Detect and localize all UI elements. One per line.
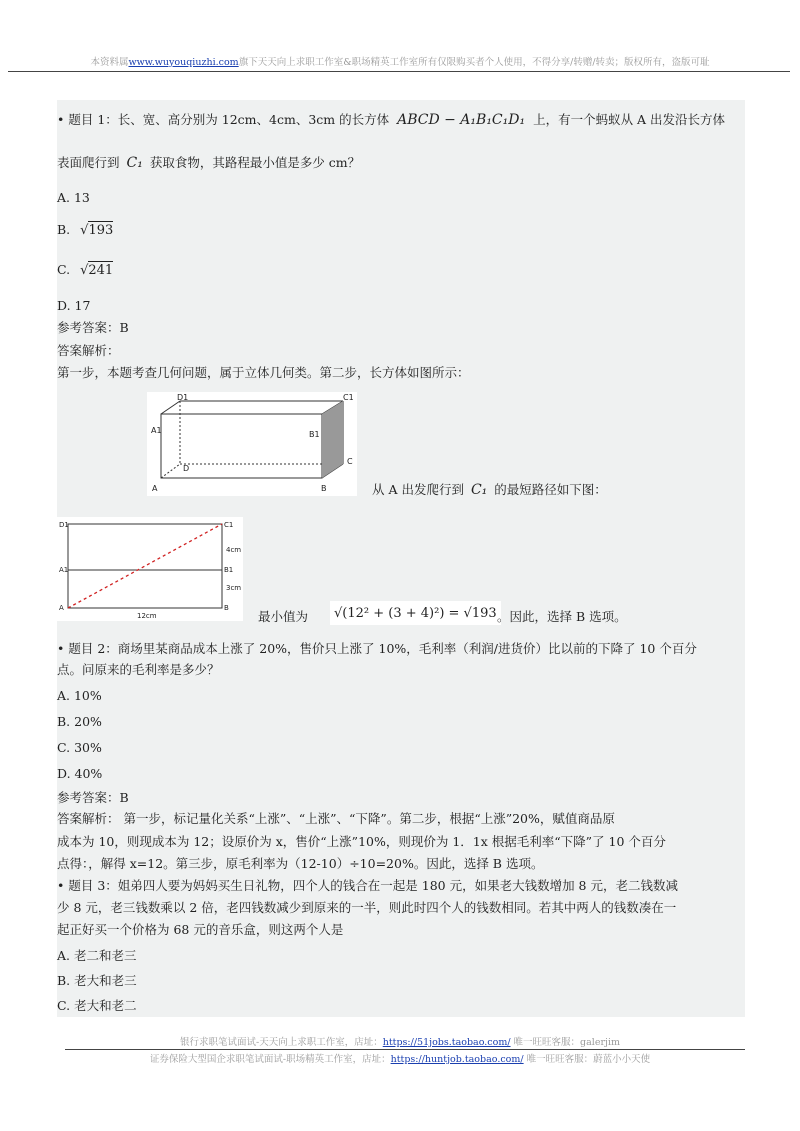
label-b: B (321, 484, 327, 493)
q1-option-a: A. 13 (57, 190, 90, 205)
footer-rule (65, 1049, 745, 1050)
label-c1: C1 (343, 393, 354, 402)
label-a1: A1 (151, 426, 162, 435)
label-c: C (347, 457, 353, 466)
svg-text:A1: A1 (59, 566, 69, 574)
label-a: A (152, 484, 158, 493)
svg-text:3cm: 3cm (226, 584, 242, 592)
label-d1: D1 (177, 393, 189, 402)
q1-min-formula: √(12² + (3 + 4)²) = √193 (330, 601, 501, 625)
svg-text:B: B (224, 604, 229, 612)
page-header (0, 54, 800, 68)
q1-stem-line-1: • 题目 1：长、宽、高分别为 12cm、4cm、3cm 的长方体 ABCD − A₁B₁C₁D₁ 上，有一个蚂蚁从 A 出发沿长方体 (57, 112, 726, 128)
q1-min-tail: 。因此，选择 B 选项。 (497, 609, 627, 624)
q1-answer: 参考答案：B (57, 320, 129, 335)
header-link[interactable]: www.wuyouqiuzhi.com (128, 57, 239, 68)
q2-stem-line-1: • 题目 2：商场里某商品成本上涨了 20%，售价只上涨了 10%，毛利率（利润/进货价）比以前的下降了 10 个百分 (57, 641, 697, 656)
q2-option-a: A. 10% (57, 688, 102, 703)
q1-formula: ABCD − A₁B₁C₁D₁ (397, 112, 526, 128)
footer-line-1: 银行求职笔试面试-天天向上求职工作室，店址：https://51jobs.taobao.com/ 唯一旺旺客服：galerjim (180, 1037, 620, 1048)
footer-link-1[interactable]: https://51jobs.taobao.com/ (382, 1037, 511, 1048)
svg-text:C1: C1 (224, 521, 234, 529)
label-b1: B1 (309, 430, 320, 439)
header-suffix: 旗下天天向上求职工作室&职场精英工作室所有仅限购买者个人使用，不得分享/转赠/转卖；版权所有，盗版可耻 (238, 57, 710, 68)
q3-stem-line-2: 少 8 元，老三钱数乘以 2 倍，老四钱数减少到原来的一半，则此时四个人的钱数相同。若其中两人的钱数凑在一 (57, 900, 677, 915)
q3-stem-line-3: 起正好买一个价格为 68 元的音乐盒，则这两个人是 (57, 922, 344, 937)
q2-analysis-line-3: 点得：，解得 x=12。第三步，原毛利率为（12-10）÷10=20%。因此，选择 B 选项。 (57, 856, 544, 871)
q3-option-c: C. 老大和老二 (57, 998, 137, 1013)
cuboid-figure (147, 392, 357, 496)
q1-analysis-line-2: 从 A 出发爬行到 C₁ 的最短路径如下图： (372, 482, 607, 498)
header-rule (8, 71, 790, 72)
q1-analysis-label: 答案解析： (57, 343, 120, 358)
q1-option-b: B. √193 (57, 222, 114, 238)
q1-analysis-line-1: 第一步，本题考查几何问题，属于立体几何类。第二步，长方体如图所示： (57, 365, 470, 380)
svg-text:12cm: 12cm (137, 612, 157, 620)
svg-text:B1: B1 (224, 566, 234, 574)
q2-option-c: C. 30% (57, 740, 102, 755)
svg-text:D1: D1 (59, 521, 69, 529)
svg-text:4cm: 4cm (226, 546, 242, 554)
unfolded-net-figure (57, 517, 243, 621)
q3-option-b: B. 老大和老三 (57, 973, 137, 988)
label-d: D (183, 464, 190, 473)
q1-option-c: C. √241 (57, 262, 114, 278)
footer-link-2[interactable]: https://huntjob.taobao.com/ (390, 1054, 524, 1065)
q1-stem-line-2: 表面爬行到 C₁ 获取食物，其路程最小值是多少 cm？ (57, 155, 361, 171)
q2-analysis-line-1: 答案解析： 第一步，标记量化关系“上涨”、“上涨”、“下降”。第二步，根据“上涨”20%，赋值商品原 (57, 811, 615, 826)
footer-line-2: 证券保险大型国企求职笔试面试-职场精英工作室，店址：https://huntjob.taobao.com/ 唯一旺旺客服：蔚蓝小小天使 (149, 1054, 651, 1065)
header-prefix: 本资料属 (90, 57, 129, 68)
q2-analysis-line-2: 成本为 10，则现成本为 12；设原价为 x，售价“上涨”10%，则现价为 1．1x 根据毛利率“下降”了 10 个百分 (57, 834, 666, 849)
q2-option-d: D. 40% (57, 766, 103, 781)
svg-text:A: A (59, 604, 64, 612)
q3-option-a: A. 老二和老三 (57, 948, 137, 963)
q1-c1: C₁ (126, 155, 143, 171)
q2-stem-line-2: 点。问原来的毛利率是多少？ (57, 662, 220, 677)
q2-option-b: B. 20% (57, 714, 102, 729)
q2-answer: 参考答案：B (57, 790, 129, 805)
q3-stem-line-1: • 题目 3：姐弟四人要为妈妈买生日礼物，四个人的钱合在一起是 180 元，如果老大钱数增加 8 元，老二钱数减 (57, 878, 678, 893)
q1-option-d: D. 17 (57, 298, 91, 313)
q1-min-label: 最小值为 (258, 609, 309, 624)
